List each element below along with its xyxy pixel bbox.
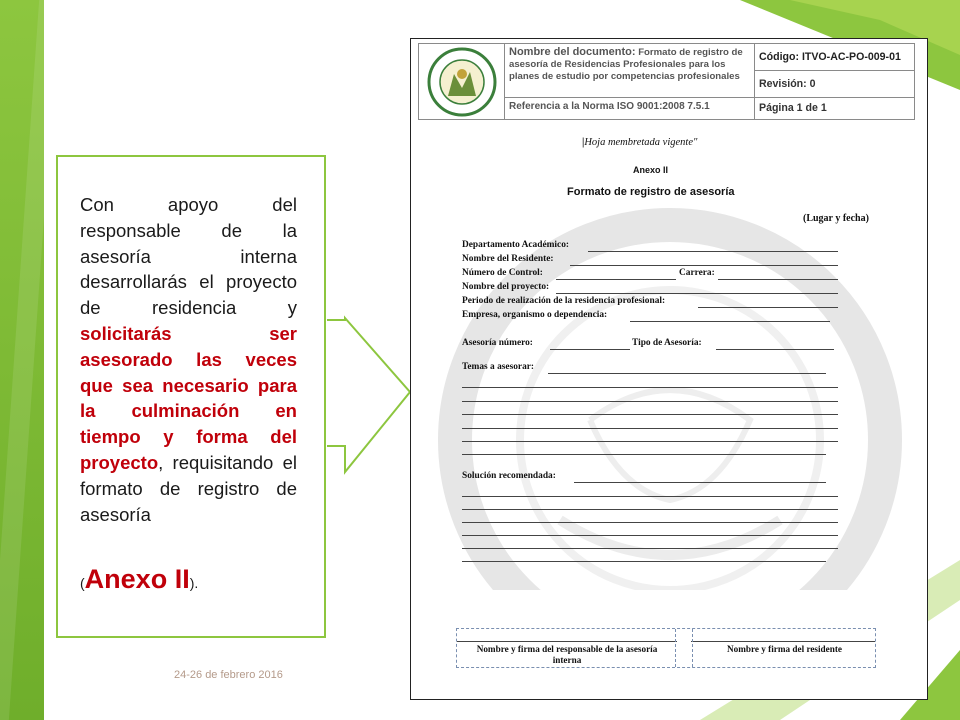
paragraph-intro: Con apoyo del responsable de la asesoría interna desarrollarás el proyecto de residencia y: [80, 194, 297, 319]
solution-line: [462, 509, 838, 510]
advisory-number-line: [550, 349, 630, 350]
page-cell: Página 1 de 1: [755, 98, 915, 120]
main-paragraph: [80, 192, 297, 527]
project-name-label: Nombre del proyecto:: [462, 282, 550, 292]
department-label: Departamento Académico:: [462, 240, 570, 250]
doc-name-label: Nombre del documento:: [509, 46, 636, 58]
period-line: [698, 307, 838, 308]
footer-date: 24-26 de febrero 2016: [174, 669, 283, 681]
paragraph-highlight: solicitarás ser asesorado las veces que sea necesario para la culminación en tiempo y forma del proyecto: [80, 322, 297, 473]
annex-title: Anexo II: [633, 165, 669, 175]
code-cell: Código: ITVO-AC-PO-009-01: [755, 44, 915, 71]
solution-line: [462, 548, 838, 549]
topics-line: [548, 373, 826, 374]
control-number-label: Número de Control:: [462, 268, 543, 278]
signature-advisor-label: Nombre y firma del responsable de la asesoría interna: [476, 644, 658, 665]
resident-name-line: [570, 265, 838, 266]
solution-line: [462, 522, 838, 523]
letterhead-text: Hoja membretada vigente": [584, 137, 698, 148]
doc-name-cell: [505, 44, 755, 98]
solution-line: [462, 535, 838, 536]
department-line: [588, 251, 838, 252]
resident-name-label: Nombre del Residente:: [462, 254, 554, 264]
topics-line: [462, 441, 838, 442]
annex-label: Anexo II: [84, 564, 190, 594]
career-label: Carrera:: [679, 268, 715, 278]
arrow-outline: [327, 318, 410, 472]
doc-name-value: Formato de registro de asesoría de Residencias Profesionales para los planes de estudio por competencias profesionales: [509, 47, 743, 82]
solution-line: [574, 482, 826, 483]
signature-table: [456, 628, 876, 668]
topics-line: [462, 387, 838, 388]
document-header-table: [418, 43, 915, 120]
advisory-number-label: Asesoría número:: [462, 338, 533, 348]
annex-open-paren: (: [80, 575, 85, 591]
letterhead-note: |Hoja membretada vigente": [582, 137, 698, 148]
institute-seal-icon: [419, 44, 505, 120]
signature-resident-label: Nombre y firma del residente: [727, 644, 842, 654]
solution-line: [462, 561, 826, 562]
company-label: Empresa, organismo o dependencia:: [462, 310, 608, 320]
topics-line: [462, 401, 838, 402]
advisory-type-label: Tipo de Asesoría:: [632, 338, 702, 348]
period-label: Periodo de realización de la residencia profesional:: [462, 296, 666, 306]
topics-line: [462, 414, 838, 415]
form-title: Formato de registro de asesoría: [567, 186, 735, 198]
control-number-line: [556, 279, 676, 280]
annex-close-paren: ).: [189, 575, 199, 591]
topics-line: [462, 454, 826, 455]
advisory-type-line: [716, 349, 834, 350]
signature-line-advisor: [457, 641, 677, 642]
signature-gap: [675, 629, 693, 667]
norm-cell: Referencia a la Norma ISO 9001:2008 7.5.1: [505, 98, 755, 120]
watermark-seal: [420, 190, 920, 590]
project-name-line: [556, 293, 838, 294]
solution-line: [462, 496, 838, 497]
revision-cell: Revisión: 0: [755, 71, 915, 98]
solution-label: Solución recomendada:: [462, 471, 556, 481]
annex-reference: [80, 564, 198, 595]
place-date-label: (Lugar y fecha): [803, 213, 869, 224]
topics-line: [462, 428, 838, 429]
company-line: [630, 321, 830, 322]
logo-cell: [419, 44, 505, 120]
topics-label: Temas a asesorar:: [462, 362, 535, 372]
signature-line-resident: [691, 641, 875, 642]
career-line: [718, 279, 838, 280]
paragraph-outro: , requisitando el formato de registro de asesoría: [80, 451, 297, 525]
